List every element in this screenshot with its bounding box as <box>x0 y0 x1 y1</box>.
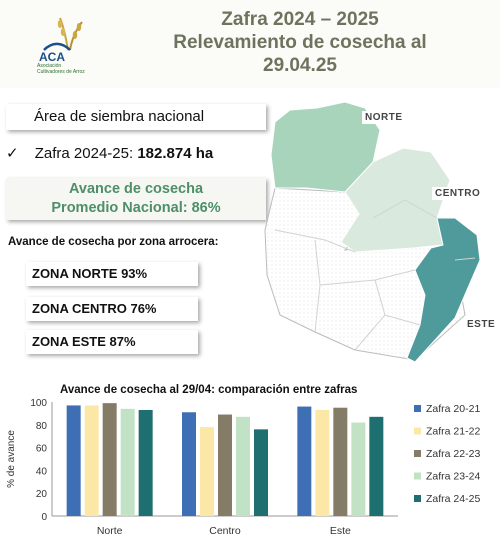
title-line-2: Relevamiento de cosecha al <box>173 32 427 53</box>
bar-este-4 <box>351 423 365 516</box>
logo-text: ACA <box>39 50 65 64</box>
zafra-area-line <box>6 144 213 162</box>
zafra-value: 182.874 ha <box>137 145 214 162</box>
bar-centro-5 <box>254 429 268 516</box>
legend-label: Zafra 22-23 <box>426 448 481 460</box>
bar-norte-5 <box>139 410 153 516</box>
legend-swatch <box>414 428 421 435</box>
bar-este-2 <box>315 410 329 516</box>
logo-subtitle: Asociación Cultivadores de Arroz <box>37 63 85 75</box>
legend-label: Zafra 20-21 <box>426 403 481 415</box>
bar-centro-2 <box>200 427 214 516</box>
legend-label: Zafra 21-22 <box>426 425 481 438</box>
title-line-1: Zafra 2024 – 2025 <box>221 9 379 30</box>
map-label-norte: NORTE <box>362 111 406 124</box>
zafra-label: Zafra 2024-25: <box>34 145 134 162</box>
chart-title: Avance de cosecha al 29/04: comparación entre zafras <box>60 384 358 396</box>
page-title <box>110 8 490 77</box>
legend-swatch <box>414 405 421 412</box>
bar-norte-2 <box>85 405 99 516</box>
x-tick-label: Norte <box>96 525 123 537</box>
y-tick-label: 100 <box>30 398 47 409</box>
title-line-3: 29.04.25 <box>263 55 337 76</box>
avance-line-1: Avance de cosecha <box>68 181 204 197</box>
zonas-title: Avance de cosecha por zona arrocera: <box>8 236 219 248</box>
bar-este-5 <box>369 417 383 516</box>
bar-chart <box>0 396 500 540</box>
header <box>0 0 500 88</box>
legend-swatch <box>414 495 421 502</box>
bar-este-3 <box>333 408 347 516</box>
x-tick-label: Centro <box>209 525 241 537</box>
y-tick-label: 0 <box>41 512 47 523</box>
map-label-este: ESTE <box>464 318 498 331</box>
map-label-centro: CENTRO <box>432 187 483 200</box>
y-tick-label: 80 <box>35 420 47 432</box>
y-axis-label: % de avance <box>6 430 17 488</box>
legend-label: Zafra 23-24 <box>426 470 481 483</box>
check-icon: ✓ <box>6 145 19 162</box>
bar-norte-1 <box>67 405 81 516</box>
y-tick-label: 60 <box>35 443 47 455</box>
bar-este-1 <box>297 407 311 516</box>
zona-norte-box: ZONA NORTE 93% <box>26 262 198 286</box>
bar-norte-4 <box>121 409 135 516</box>
y-tick-label: 40 <box>35 466 47 478</box>
zona-este-box: ZONA ESTE 87% <box>26 330 198 354</box>
legend-swatch <box>414 450 421 457</box>
x-tick-label: Este <box>329 525 351 537</box>
legend-swatch <box>414 473 421 480</box>
bar-norte-3 <box>103 403 117 516</box>
legend-label: Zafra 24-25 <box>426 493 481 505</box>
rice-plant-icon <box>44 18 82 50</box>
y-tick-label: 20 <box>35 489 47 501</box>
avance-line-2: Promedio Nacional: 86% <box>51 200 221 216</box>
bar-centro-4 <box>236 417 250 516</box>
avance-nacional-box <box>6 178 266 220</box>
bar-centro-3 <box>218 415 232 516</box>
zona-centro-box: ZONA CENTRO 76% <box>26 297 198 321</box>
area-siembra-box: Área de siembra nacional <box>6 104 266 130</box>
bar-centro-1 <box>182 412 196 516</box>
